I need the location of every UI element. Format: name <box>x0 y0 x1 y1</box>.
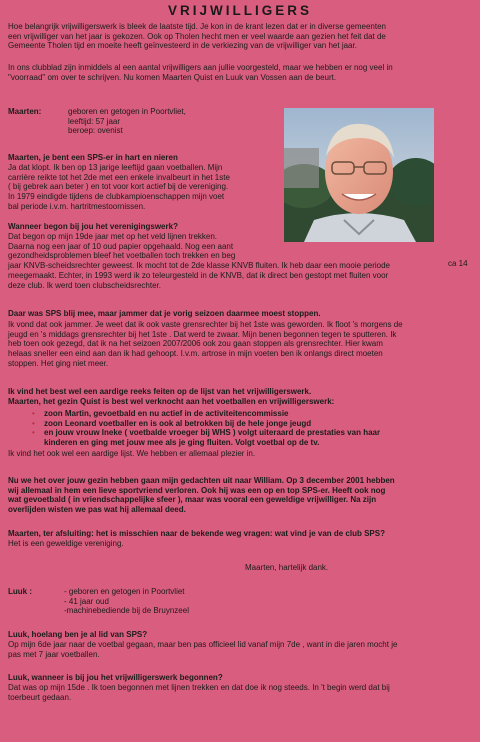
text-line: In ons clubblad zijn inmiddels al een aantal vrijwilligers aan jullie voorgesteld, maar we hebben er nog veel in <box>8 63 393 72</box>
text-line: Nu we het over jouw gezin hebben gaan mijn gedachten uit naar William. Op 3 december 2001 hebben <box>8 476 395 485</box>
text-line: pas met 7 jaar voetballen. <box>8 649 100 659</box>
maarten-answer-2 <box>8 232 390 290</box>
text-line: Daarna nog een jaar of 10 oud papier opgehaald. Nog een aant <box>8 241 234 251</box>
text-line: carrière reikte tot het 2de met een enkele invalbeurt in het 1ste <box>8 172 230 182</box>
text-line: Maarten, het gezin Quist is best wel verknocht aan het voetballen en vrijwilligerswerk: <box>8 396 335 406</box>
text-line: Hoe belangrijk vrijwilligerswerk is bleek de laatste tijd. Je kon in de krant lezen dat er in diverse gemeenten <box>8 22 386 31</box>
maarten-question-2: Wanneer begon bij jou het verenigingswerk? <box>8 222 178 231</box>
bullet-icon: • <box>32 428 35 438</box>
text-line: wat gevoetbald ( in vriendschappelijke sfeer ), maar was vooral een geweldige vrijwilliger. Na zijn <box>8 495 377 505</box>
maarten-answer-3 <box>8 320 403 369</box>
text-line: toerbeurt gedaan. <box>8 692 72 702</box>
luuk-answer-2 <box>8 683 390 702</box>
maarten-question-6: Maarten, ter afsluiting: het is misschien naar de bekende weg vragen: wat vind je van de club SPS? <box>8 529 385 538</box>
maarten-question-1: Maarten, je bent een SPS-er in hart en nieren <box>8 153 178 162</box>
fact-age: leeftijd: 57 jaar <box>68 116 121 126</box>
intro-paragraph-2 <box>8 63 393 82</box>
fact-birthplace: - geboren en getogen in Poortvliet <box>64 587 185 596</box>
text-line: overlijden wisten we pas wat hij allemaal deed. <box>8 505 186 515</box>
text-line: zoon Leonard voetballer en is ook al betrokken bij de hele jonge jeugd <box>44 418 312 428</box>
fact-profession: beroep: ovenist <box>68 126 123 136</box>
text-line: Gemeente Tholen tijd en moeite heeft geïnvesteerd in de verkiezing van de vrijwilliger van het jaar. <box>8 41 357 51</box>
caption-ca: ca 14 <box>448 259 468 268</box>
maarten-answer-4: Ik vind het ook wel een aardige lijst. We hebben er allemaal plezier in. <box>8 449 256 458</box>
text-line: Ik vind het best wel een aardige reeks feiten op de lijst van het vrijwilligerswerk. <box>8 387 312 396</box>
fact-birthplace: geboren en getogen in Poortvliet, <box>68 107 186 116</box>
maarten-portrait-photo <box>284 108 434 242</box>
intro-paragraph-1 <box>8 22 386 51</box>
text-line: stoppen. Het ging niet meer. <box>8 358 109 368</box>
luuk-question-2: Luuk, wanneer is bij jou het vrijwilligerswerk begonnen? <box>8 673 223 682</box>
luuk-facts <box>64 587 189 616</box>
luuk-answer-1 <box>8 640 397 659</box>
text-line: Dat was op mijn 15de . Ik toen begonnen met lijnen trekken en dat doe ik nog steeds. In 't begin werd dat bij <box>8 683 390 692</box>
maarten-question-3: Daar was SPS blij mee, maar jammer dat je vorig seizoen daarmee moest stoppen. <box>8 309 321 318</box>
list-item <box>8 419 380 429</box>
family-list <box>8 409 380 448</box>
list-item <box>8 409 380 419</box>
list-item <box>8 428 380 447</box>
text-line: jeugd en 's middags grensrechter bij het 1ste . Dat werd te zwaar. Mijn benen begonnen tegen te sputteren. Ik <box>8 329 397 339</box>
text-line: meegemaakt. Echter, in 1993 werd ik zo teleurgesteld in de KNVB, dat ik direct ben gestopt met fluiten voor <box>8 270 389 280</box>
text-line: kinderen en ging met jouw mee als je ging fluiten. Volgt voetbal op de tv. <box>44 438 320 448</box>
fact-age: - 41 jaar oud <box>64 596 109 606</box>
article-title: VRIJWILLIGERS <box>167 3 312 18</box>
text-line: Ja dat klopt. Ik ben op 13 jarige leeftijd gaan voetballen. Mijn <box>8 163 223 172</box>
text-line: zoon Martin, gevoetbald en nu actief in de activiteitencommissie <box>44 409 289 418</box>
text-line: ( bij gebrek aan beter ) en tot voor kort actief bij de vereniging. <box>8 182 229 192</box>
maarten-facts <box>68 107 186 136</box>
text-line: een vrijwilliger van het jaar is gekozen. Ook op Tholen hecht men er veel waarde aan gezien het feit dat de <box>8 31 386 41</box>
luuk-question-1: Luuk, hoelang ben je al lid van SPS? <box>8 630 148 639</box>
text-line: helaas sneller een eind aan dan ik had gehoopt. I.v.m. artrose in mijn voeten ben ik onlangs direct moeten <box>8 349 383 359</box>
text-line: gezondheidsproblemen bleef het voetballen toch trekken en beg <box>8 251 236 261</box>
luuk-label: Luuk : <box>8 587 32 596</box>
bullet-icon: • <box>32 409 35 418</box>
text-line: Ik vond dat ook jammer. Je weet dat ik ook vaste grensrechter bij het 1ste was geworden. Ik floot 's morgens de <box>8 320 403 329</box>
text-line: wij allemaal in hem een lieve sportvriend verloren. Ook hij was een op en top SPS-er. Heeft ook nog <box>8 485 386 495</box>
maarten-answer-1 <box>8 163 230 212</box>
text-line: en jouw vrouw Ineke ( voetbalde vroeger bij WHS ) volgt uiteraard de prestaties van haar <box>44 428 381 438</box>
maarten-question-4 <box>8 387 334 406</box>
maarten-answer-6: Het is een geweldige vereniging. <box>8 539 124 548</box>
maarten-question-5 <box>8 476 395 515</box>
maarten-thanks: Maarten, hartelijk dank. <box>245 563 329 572</box>
maarten-label: Maarten: <box>8 107 42 116</box>
text-line: bal periode i.v.m. hartritmestoornissen. <box>8 201 146 211</box>
text-line: heb toen ook gezegd, dat ik na het seizoen 2007/2006 ook zou gaan stoppen als grensrechter. Hier kwam <box>8 339 383 349</box>
text-line: Op mijn 6de jaar naar de voetbal gegaan, maar ben pas officieel lid vanaf mijn 7de , want in die jaren mocht je <box>8 640 398 649</box>
fact-profession: -machinebediende bij de Bruynzeel <box>64 606 189 616</box>
text-line: In 1979 eindigde tijdens de clubkampioenschappen mijn voet <box>8 192 225 202</box>
text-line: deze club. Ik werd toen clubscheidsrechter. <box>8 280 161 290</box>
text-line: Dat begon op mijn 19de jaar met op het veld lijnen trekken. <box>8 232 218 241</box>
bullet-icon: • <box>32 418 35 428</box>
text-line: "voorraad" om over te schrijven. Nu komen Maarten Quist en Luuk van Vossen aan de beurt. <box>8 72 337 82</box>
text-line: jaar KNVB-scheidsrechter geweest. Ik mocht tot de 2de klasse KNVB fluiten. Ik heb daar een mooie periode <box>8 261 390 271</box>
